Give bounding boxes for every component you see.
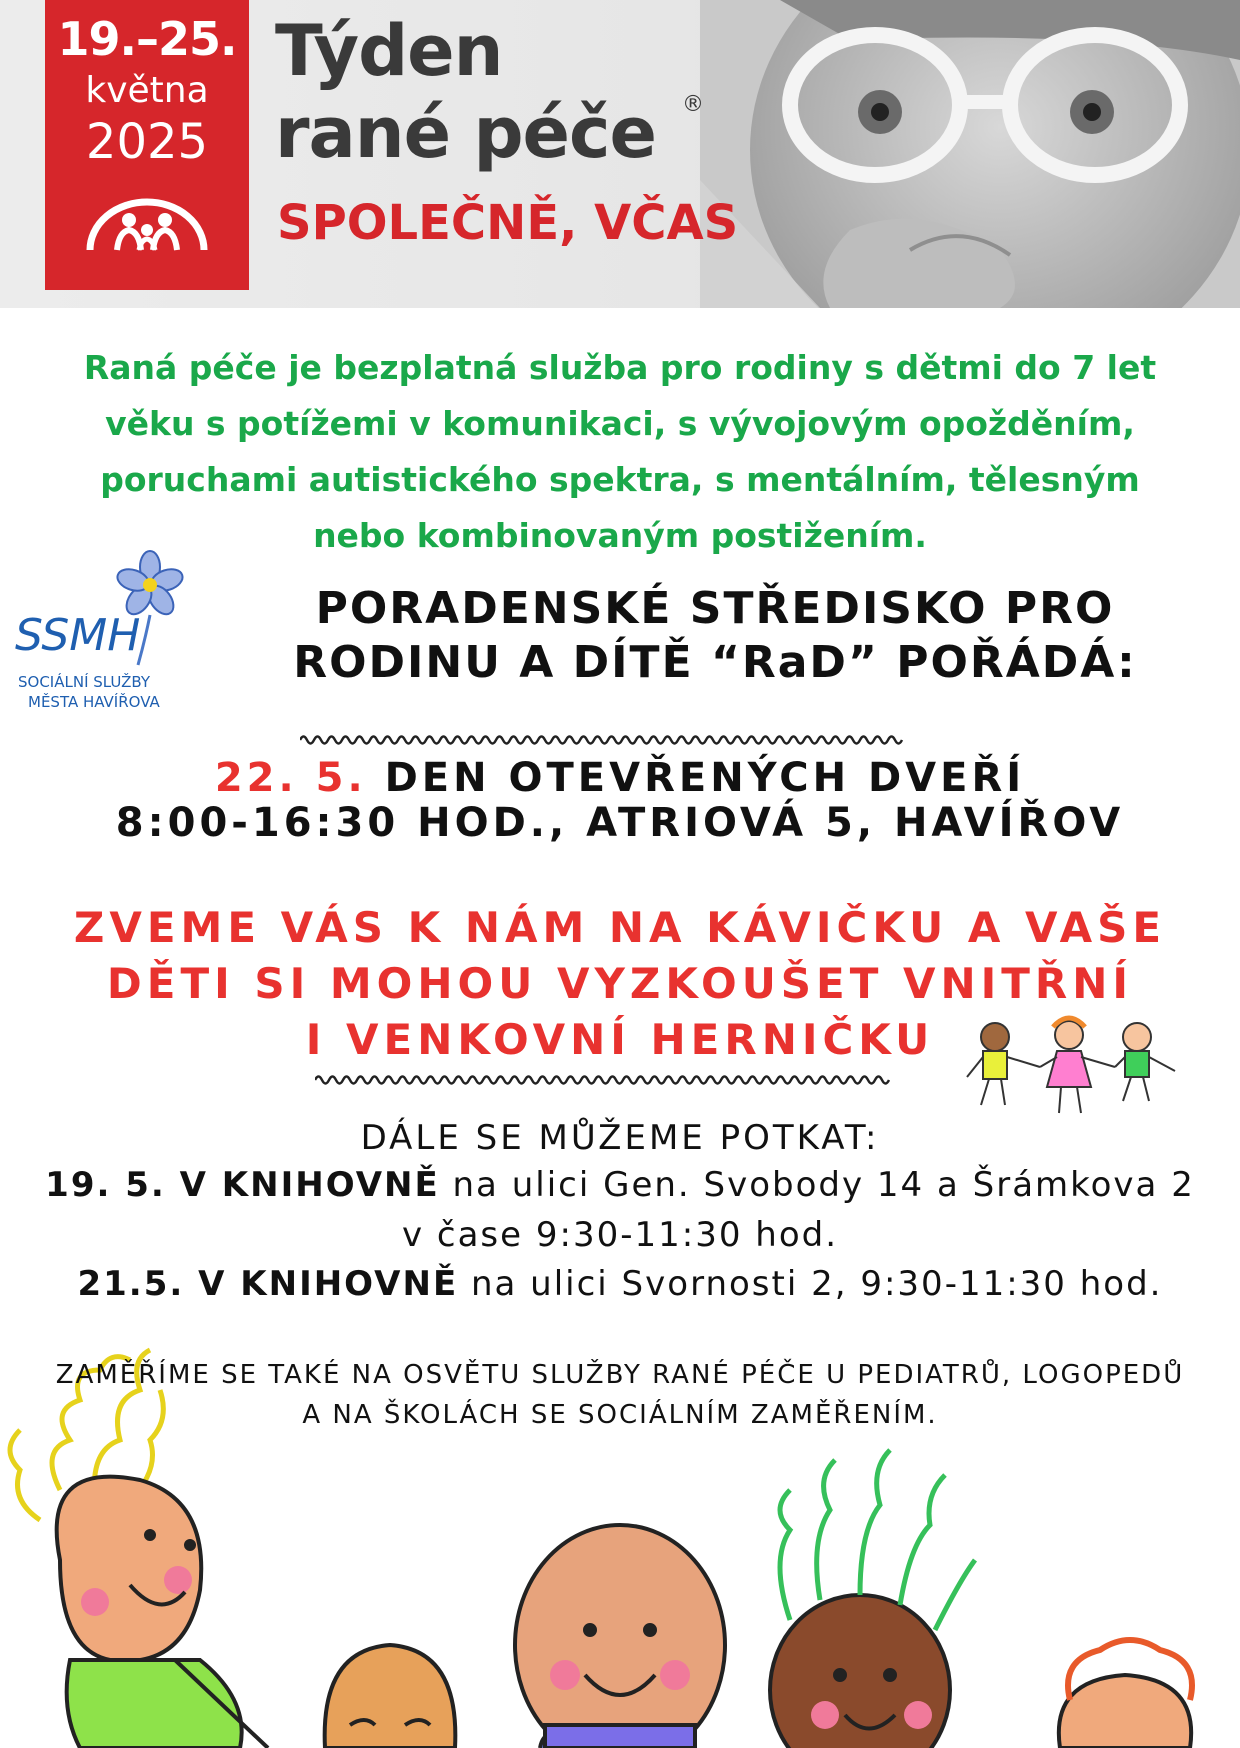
intro-line: poruchami autistického spektra, s mentálním, tělesným bbox=[100, 460, 1140, 499]
library-event-1-date: 19. 5. V KNIHOVNĚ bbox=[45, 1165, 440, 1205]
event-name: DEN OTEVŘENÝCH DVEŘÍ bbox=[384, 755, 1026, 801]
invite-line: ZVEME VÁS K NÁM NA KÁVIČKU A VAŠE bbox=[73, 903, 1167, 952]
library-event-2-address: na ulici Svornosti 2, 9:30-11:30 hod. bbox=[458, 1264, 1163, 1304]
organizer-line: PORADENSKÉ STŘEDISKO PRO bbox=[315, 583, 1115, 634]
focus-line: ZAMĚŘÍME SE TAKÉ NA OSVĚTU SLUŽBY RANÉ PÉČE U PEDIATRŮ, LOGOPEDŮ bbox=[55, 1360, 1185, 1390]
library-event-2 bbox=[0, 1264, 1240, 1304]
focus-line: A NA ŠKOLÁCH SE SOCIÁLNÍM ZAMĚŘENÍM. bbox=[302, 1400, 938, 1430]
library-event-1 bbox=[0, 1165, 1240, 1205]
event-details: 8:00-16:30 HOD., ATRIOVÁ 5, HAVÍŘOV bbox=[115, 800, 1125, 846]
holding-hands-kids-icon bbox=[965, 1015, 1185, 1125]
wave-divider bbox=[315, 1072, 890, 1088]
wave-divider bbox=[300, 732, 910, 748]
intro-line: věku s potížemi v komunikaci, s vývojovým opožděním, bbox=[105, 404, 1135, 443]
library-event-1-address: na ulici Gen. Svobody 14 a Šrámkova 2 bbox=[439, 1165, 1195, 1205]
intro-line: Raná péče je bezplatná služba pro rodiny s dětmi do 7 let bbox=[83, 348, 1157, 387]
header-banner bbox=[0, 0, 1240, 308]
ssmh-logo bbox=[10, 530, 190, 720]
logo-caption2: MĚSTA HAVÍŘOVA bbox=[28, 693, 160, 711]
logo-caption1: SOCIÁLNÍ SLUŽBY bbox=[18, 673, 151, 691]
organizer-line: RODINU A DÍTĚ “RaD” POŘÁDÁ: bbox=[293, 637, 1137, 688]
child-glasses-photo bbox=[700, 0, 1240, 308]
logo-text: SSMH bbox=[15, 610, 141, 661]
registered-mark: ® bbox=[682, 92, 704, 117]
intro-line: nebo kombinovaným postižením. bbox=[313, 516, 927, 555]
more-heading: DÁLE SE MŮŽEME POTKAT: bbox=[360, 1118, 880, 1158]
title-line2: rané péče bbox=[275, 92, 656, 174]
organizer-heading bbox=[200, 582, 1230, 690]
library-event-2-date: 21.5. V KNIHOVNĚ bbox=[77, 1264, 459, 1304]
library-event-1-time: v čase 9:30-11:30 hod. bbox=[401, 1215, 839, 1255]
date-month: května bbox=[85, 70, 209, 111]
focus-text bbox=[0, 1355, 1240, 1435]
slogan: SPOLEČNĚ, VČAS bbox=[277, 195, 739, 251]
event-date: 22. 5. bbox=[214, 755, 367, 801]
invite-line: I VENKOVNÍ HERNIČKU bbox=[305, 1015, 935, 1064]
family-arc-logo-icon bbox=[45, 198, 249, 258]
date-range: 19.–25. bbox=[57, 12, 237, 66]
title-line1: Týden bbox=[275, 10, 503, 92]
event-title bbox=[0, 755, 1240, 801]
invite-line: DĚTI SI MOHOU VYZKOUŠET VNITŘNÍ bbox=[106, 959, 1134, 1008]
date-year: 2025 bbox=[85, 114, 209, 170]
